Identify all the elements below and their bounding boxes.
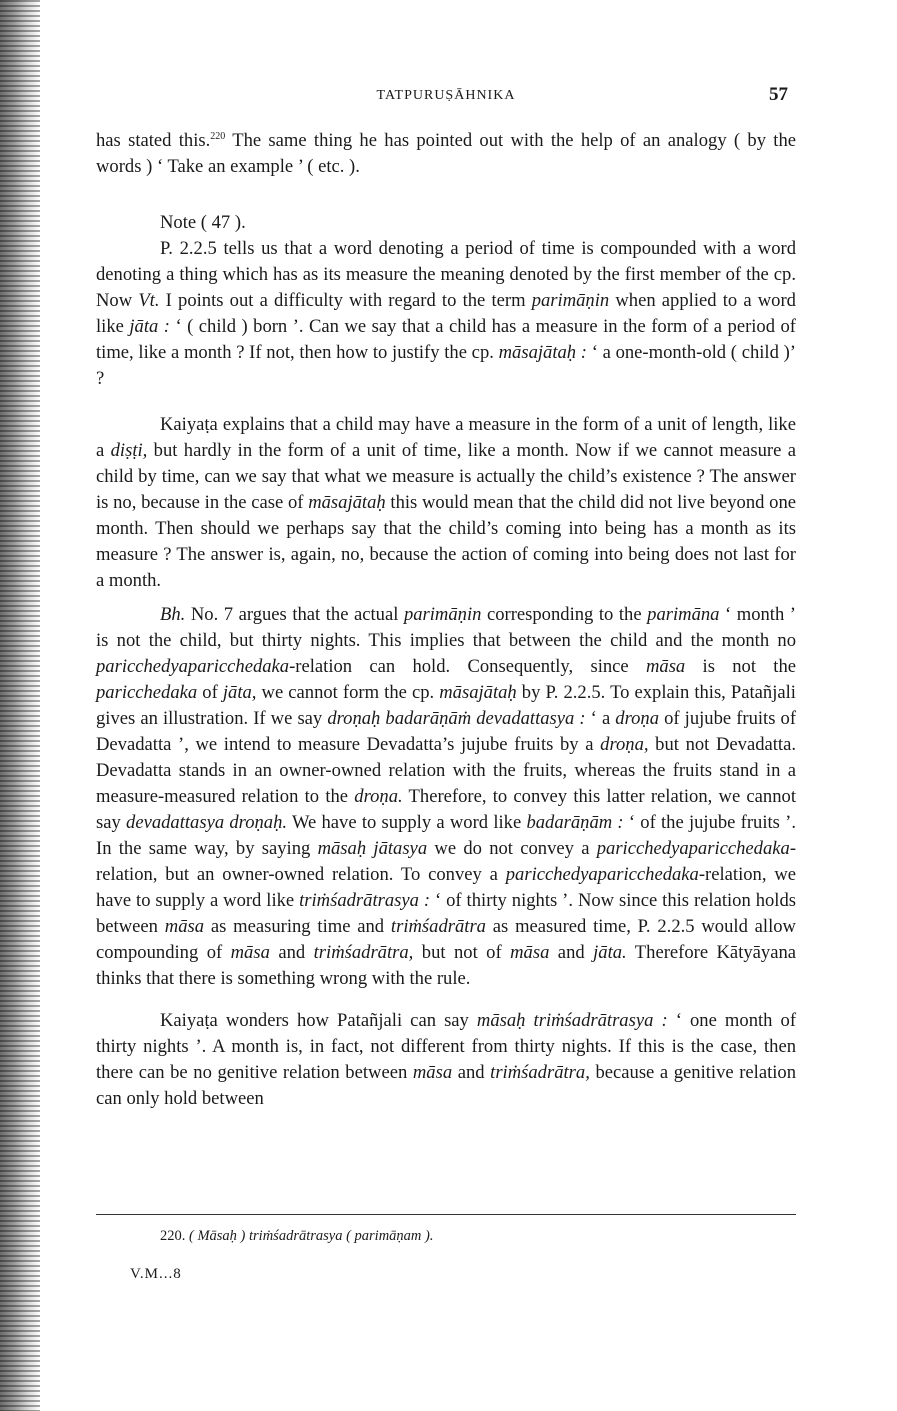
paragraph-4: Bh. No. 7 argues that the actual parimāṇin corresponding to the parimāna ‘ month ’ is not the child, but thirty nights. This implies that between the child and the month no paricchedyaparicchedaka-relation can hold. Consequently, since māsa is not the paricchedaka of jāta, we cannot form the cp. māsajātaḥ by P. 2.2.5. To explain this, Patañjali gives an illustration. If we say droṇaḥ badarāṇāṁ devadattasya : ‘ a droṇa of jujube fruits of Devadatta ’, we intend to measure Devadatta’s jujube fruits by a droṇa, but not Devadatta. Devadatta stands in an owner-owned relation with the fruits, whereas the fruits stand in a measure-measured relation to the droṇa. Therefore, to convey this latter relation, we cannot say devadattasya droṇaḥ. We have to supply a word like badarāṇām : ‘ of the jujube fruits ’. In the same way, by saying māsaḥ jātasya we do not convey a paricchedyaparicchedaka-relation, but an owner-owned relation. To convey a paricchedyaparicchedaka-relation, we have to supply a word like triṁśadrātrasya : ‘ of thirty nights ’. Now since this relation holds between māsa as measuring time and triṁśadrātra as measured time, P. 2.2.5 would allow compounding of māsa and triṁśadrātra, but not of māsa and jāta. Therefore Kātyāyana thinks that there is something wrong with the rule. — [96, 604, 797, 990]
footnote-number: 220. — [160, 1228, 186, 1244]
paragraph-3: Kaiyaṭa explains that a child may have a measure in the form of a unit of length, like a diṣṭi, but hardly in the form of a unit of time, like a month. Now if we cannot measure a child by time, can we say that what we measure is actually the child’s existence ? The answer is no, because in the case of māsajātaḥ this would mean that the child did not live beyond one month. Then should we perhaps say that the child’s coming into being has a month as its measure ? The answer is, again, no, because the action of coming into being does not last for a month. — [96, 414, 796, 592]
footnote-text: ( Māsaḥ ) triṁśadrātrasya ( parimāṇam ). — [185, 1228, 434, 1244]
footnote — [160, 1228, 796, 1245]
footnote-ref: 220 — [210, 131, 226, 142]
paragraph-2: P. 2.2.5 tells us that a word denoting a period of time is compounded with a word denoting a thing which has as its measure the meaning denoted by the first member of the cp. Now Vt. I points out a difficulty with regard to the term parimāṇin when applied to a word like jāta : ‘ ( child ) born ’. Can we say that a child has a measure in the form of a period of time, like a month ? If not, then how to justify the cp. māsajātaḥ : ‘ a one-month-old ( child )’ ? — [96, 238, 796, 390]
page-number: 57 — [769, 84, 788, 105]
paragraph-5: Kaiyaṭa wonders how Patañjali can say māsaḥ triṁśadrātrasya : ‘ one month of thirty nights ’. A month is, in fact, not different from thirty nights. If this is the case, then there can be no genitive relation between māsa and triṁśadrātra, because a genitive relation can only hold between — [96, 1010, 797, 1110]
signature-mark: V.M...8 — [130, 1266, 182, 1282]
running-title: TATPURUṢĀHNIKA — [376, 88, 516, 103]
paragraph-1: has stated this.$^{220}$ The same thing he has pointed out with the help of an analogy ( by the words ) ‘ Take an example ’ ( etc. ). — [96, 130, 796, 178]
footnote-divider — [96, 1214, 796, 1215]
page-header — [96, 84, 796, 110]
book-spine-shadow — [0, 0, 40, 1411]
body-text — [96, 124, 796, 1112]
note-heading: Note ( 47 ). — [160, 212, 246, 234]
